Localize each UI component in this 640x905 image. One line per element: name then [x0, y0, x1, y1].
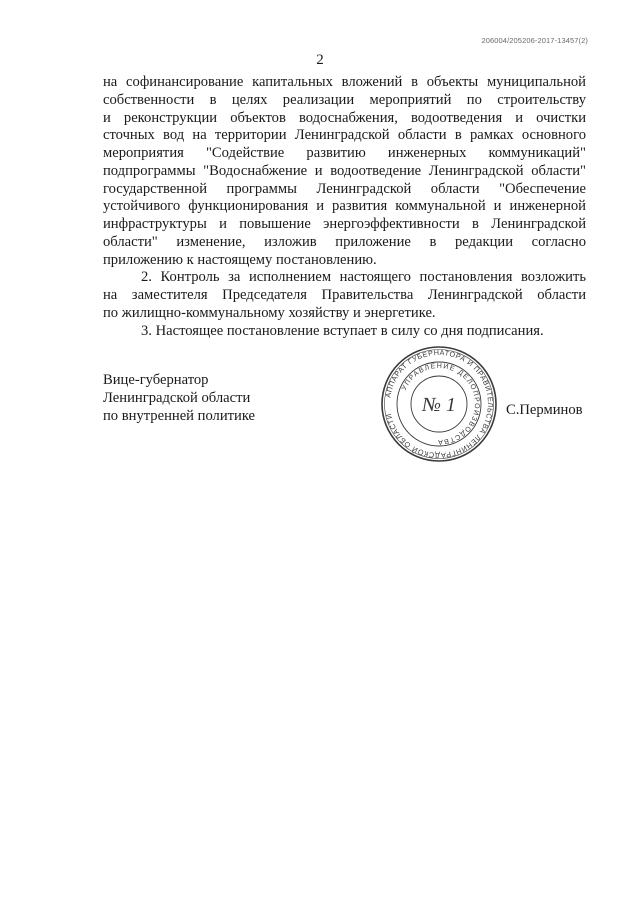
text-line: мероприятия "Содействие развитию инженерных коммуникаций" — [103, 145, 586, 161]
paragraph-2 — [103, 269, 586, 322]
paragraph-3 — [103, 323, 586, 341]
signatory-title-line: Ленинградской области — [103, 390, 251, 406]
text-line: 2. Контроль за исполнением настоящего постановления возложить — [141, 269, 586, 286]
paragraph-1 — [103, 74, 586, 269]
document-body — [103, 74, 586, 340]
text-line: области" изменение, изложив приложение в редакции согласно — [103, 233, 586, 250]
text-line: государственной программы Ленинградской области "Обеспечение — [103, 180, 586, 197]
text-line: сточных вод на территории Ленинградской области в рамках основного — [103, 127, 586, 144]
text-line: собственности в целях реализации мероприятий по строительству — [103, 91, 586, 108]
text-line: инфраструктуры и повышение энергоэффективности в Ленинградской — [103, 216, 586, 232]
seal-outer-text: АППАРАТ ГУБЕРНАТОРА И ПРАВИТЕЛЬСТВА ЛЕНИНГРАДСКОЙ ОБЛАСТИ — [383, 347, 496, 461]
signatory-title-line: по внутренней политике — [103, 408, 256, 424]
text-line: подпрограммы "Водоснабжение и водоотведение Ленинградской области" — [103, 162, 586, 179]
text-line: 3. Настоящее постановление вступает в силу со дня подписания. — [141, 322, 544, 339]
text-line: устойчивого функционирования и развития коммунальной и инженерной — [103, 198, 586, 215]
text-line: на софинансирование капитальных вложений в объекты муниципальной — [103, 74, 586, 90]
seal-inner-text: УПРАВЛЕНИЕ ДЕЛОПРОИЗВОДСТВА — [400, 362, 481, 446]
text-line: приложению к настоящему постановлению. — [103, 251, 377, 268]
text-line: и реконструкции объектов водоснабжения, водоотведения и очистки — [103, 109, 586, 126]
signatory-title — [103, 371, 255, 425]
signatory-title-line: Вице-губернатор — [103, 372, 209, 388]
document-code: 206004/205206-2017-13457(2) — [481, 36, 588, 45]
page-number: 2 — [316, 52, 324, 68]
text-line: по жилищно-коммунальному хозяйству и энергетике. — [103, 304, 436, 321]
text-line: на заместителя Председателя Правительства Ленинградской области — [103, 287, 586, 303]
official-seal-stamp — [380, 345, 498, 463]
signer-name: С.Перминов — [506, 402, 583, 418]
seal-center-number: № 1 — [422, 394, 456, 416]
